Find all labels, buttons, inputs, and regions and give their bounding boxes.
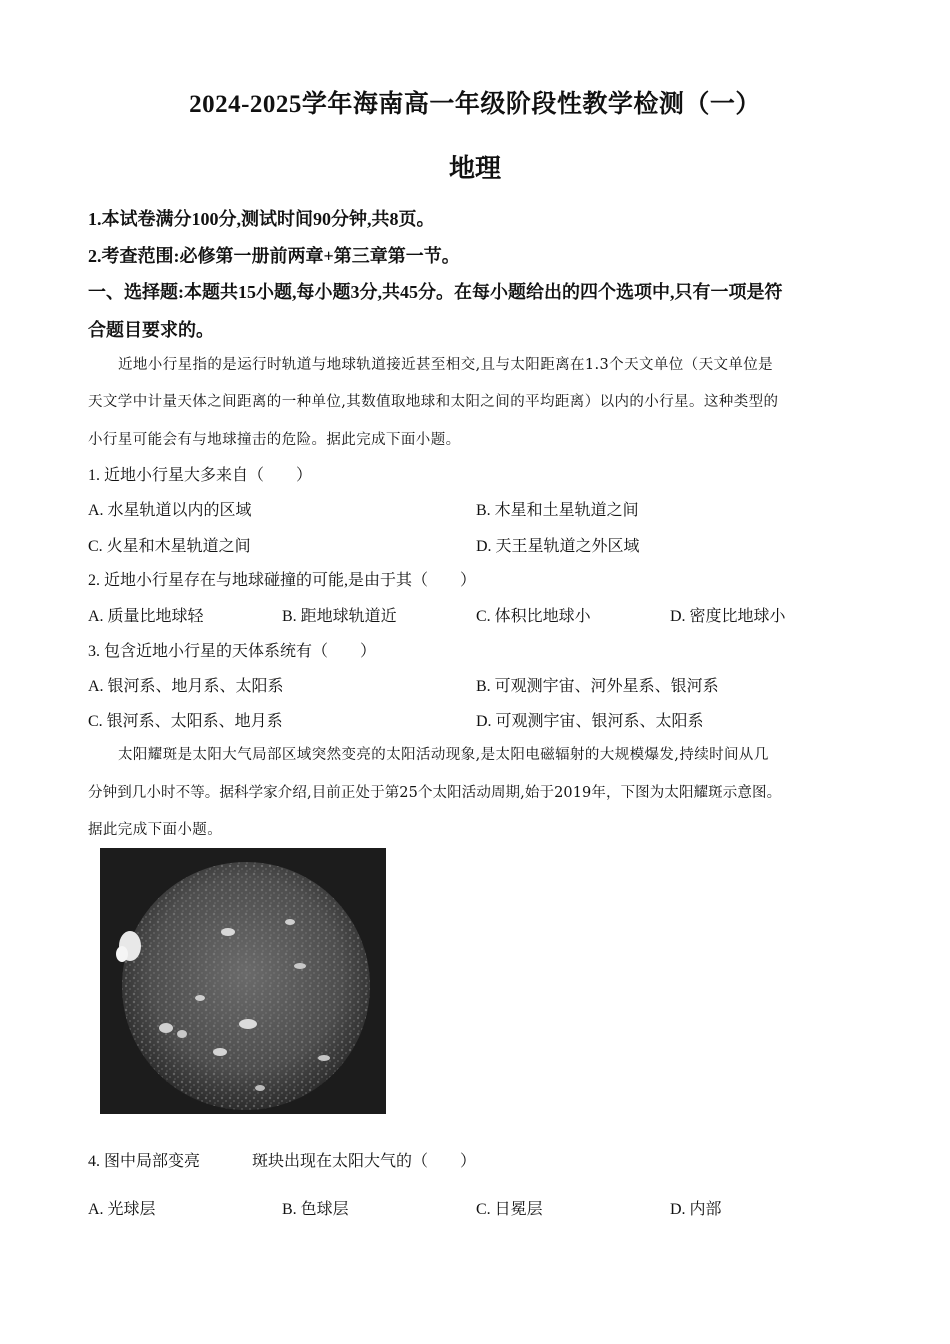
question-3-stem: 3. 包含近地小行星的天体系统有（ ） — [88, 643, 377, 660]
passage2-line3: 据此完成下面小题。 — [88, 822, 223, 838]
passage2-line2: 分钟到几小时不等。据科学家介绍,目前正处于第25个太阳活动周期,始于2019年，下图为太阳耀斑示意图。 — [88, 785, 782, 801]
q1-option-c[interactable]: C. 火星和木星轨道之间 — [88, 538, 251, 555]
sun-flare-image — [100, 848, 386, 1114]
instruction-2: 2.考查范围:必修第一册前两章+第三章第一节。 — [88, 246, 460, 266]
q4-option-c[interactable]: C. 日冕层 — [476, 1201, 543, 1218]
q4-option-d[interactable]: D. 内部 — [670, 1201, 722, 1218]
instruction-1: 1.本试卷满分100分,测试时间90分钟,共8页。 — [88, 209, 435, 229]
q2-option-d[interactable]: D. 密度比地球小 — [670, 608, 786, 625]
passage2-line1: 太阳耀斑是太阳大气局部区域突然变亮的太阳活动现象,是太阳电磁辐射的大规模爆发,持续时间从几 — [118, 747, 769, 763]
q4-option-a[interactable]: A. 光球层 — [88, 1201, 156, 1218]
q1-option-b[interactable]: B. 木星和土星轨道之间 — [476, 502, 639, 519]
question-4-stem-part1: 4. 图中局部变亮 — [88, 1153, 201, 1170]
passage1-line2: 天文学中计量天体之间距离的一种单位,其数值取地球和太阳之间的平均距离）以内的小行星。这种类型的 — [88, 394, 779, 410]
question-2-stem: 2. 近地小行星存在与地球碰撞的可能,是由于其（ ） — [88, 572, 477, 589]
passage1-line1: 近地小行星指的是运行时轨道与地球轨道接近甚至相交,且与太阳距离在1.3个天文单位（天文单位是 — [118, 357, 774, 373]
question-4-stem-part2: 斑块出现在太阳大气的（ ） — [252, 1153, 477, 1170]
q3-option-c[interactable]: C. 银河系、太阳系、地月系 — [88, 713, 283, 730]
q2-option-b[interactable]: B. 距地球轨道近 — [282, 608, 397, 625]
passage1-line3: 小行星可能会有与地球撞击的危险。据此完成下面小题。 — [88, 432, 461, 448]
sun-disk-icon — [100, 848, 386, 1114]
q3-option-b[interactable]: B. 可观测宇宙、河外星系、银河系 — [476, 678, 719, 695]
q2-option-c[interactable]: C. 体积比地球小 — [476, 608, 591, 625]
q4-option-b[interactable]: B. 色球层 — [282, 1201, 349, 1218]
q1-option-d[interactable]: D. 天王星轨道之外区域 — [476, 538, 640, 555]
subject-title: 地理 — [448, 154, 501, 183]
q3-option-a[interactable]: A. 银河系、地月系、太阳系 — [88, 678, 284, 695]
exam-title: 2024-2025学年海南高一年级阶段性教学检测（一） — [189, 91, 761, 118]
q3-option-d[interactable]: D. 可观测宇宙、银河系、太阳系 — [476, 713, 704, 730]
section-heading-line2: 合题目要求的。 — [88, 320, 214, 340]
question-1-stem: 1. 近地小行星大多来自（ ） — [88, 467, 313, 484]
section-heading-line1: 一、选择题:本题共15小题,每小题3分,共45分。在每小题给出的四个选项中,只有一项是符 — [88, 282, 783, 302]
q2-option-a[interactable]: A. 质量比地球轻 — [88, 608, 204, 625]
q1-option-a[interactable]: A. 水星轨道以内的区域 — [88, 502, 252, 519]
